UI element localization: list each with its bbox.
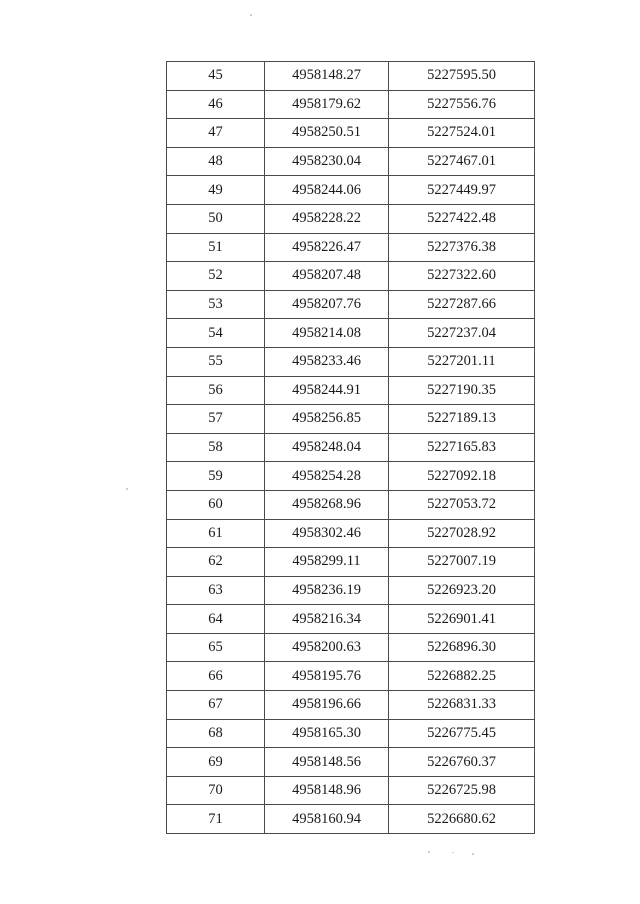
y-coordinate-cell: 5227467.01 (389, 147, 535, 176)
table-row (167, 233, 535, 262)
table-row (167, 90, 535, 119)
point-number-cell: 55 (167, 347, 265, 376)
x-coordinate-cell: 4958254.28 (265, 462, 389, 491)
point-number-cell: 59 (167, 462, 265, 491)
table-row (167, 548, 535, 577)
table-row (167, 319, 535, 348)
table-row (167, 462, 535, 491)
table-row (167, 576, 535, 605)
point-number-cell: 71 (167, 805, 265, 834)
point-number-cell: 61 (167, 519, 265, 548)
y-coordinate-cell: 5227376.38 (389, 233, 535, 262)
table-row (167, 290, 535, 319)
x-coordinate-cell: 4958165.30 (265, 719, 389, 748)
point-number-cell: 67 (167, 691, 265, 720)
table-row (167, 262, 535, 291)
table-row (167, 719, 535, 748)
x-coordinate-cell: 4958200.63 (265, 633, 389, 662)
y-coordinate-cell: 5227322.60 (389, 262, 535, 291)
x-coordinate-cell: 4958250.51 (265, 119, 389, 148)
y-coordinate-cell: 5226901.41 (389, 605, 535, 634)
point-number-cell: 57 (167, 405, 265, 434)
table-row (167, 490, 535, 519)
y-coordinate-cell: 5227189.13 (389, 405, 535, 434)
y-coordinate-cell: 5227190.35 (389, 376, 535, 405)
table-row (167, 691, 535, 720)
point-number-cell: 52 (167, 262, 265, 291)
table-row (167, 347, 535, 376)
x-coordinate-cell: 4958244.06 (265, 176, 389, 205)
x-coordinate-cell: 4958230.04 (265, 147, 389, 176)
x-coordinate-cell: 4958233.46 (265, 347, 389, 376)
y-coordinate-cell: 5227524.01 (389, 119, 535, 148)
y-coordinate-cell: 5226896.30 (389, 633, 535, 662)
scan-speck (126, 488, 128, 490)
table-row (167, 805, 535, 834)
table-row (167, 405, 535, 434)
point-number-cell: 69 (167, 748, 265, 777)
point-number-cell: 53 (167, 290, 265, 319)
y-coordinate-cell: 5227449.97 (389, 176, 535, 205)
point-number-cell: 46 (167, 90, 265, 119)
y-coordinate-cell: 5227595.50 (389, 62, 535, 91)
table-row (167, 376, 535, 405)
y-coordinate-cell: 5227422.48 (389, 204, 535, 233)
point-number-cell: 70 (167, 776, 265, 805)
y-coordinate-cell: 5227237.04 (389, 319, 535, 348)
table-row (167, 176, 535, 205)
point-number-cell: 64 (167, 605, 265, 634)
x-coordinate-cell: 4958214.08 (265, 319, 389, 348)
scan-speck (472, 853, 474, 855)
point-number-cell: 49 (167, 176, 265, 205)
y-coordinate-cell: 5226680.62 (389, 805, 535, 834)
table-row (167, 605, 535, 634)
x-coordinate-cell: 4958299.11 (265, 548, 389, 577)
point-number-cell: 51 (167, 233, 265, 262)
table-row (167, 776, 535, 805)
x-coordinate-cell: 4958256.85 (265, 405, 389, 434)
x-coordinate-cell: 4958216.34 (265, 605, 389, 634)
y-coordinate-cell: 5226725.98 (389, 776, 535, 805)
table-row (167, 748, 535, 777)
scan-speck (250, 14, 252, 16)
scan-speck (428, 851, 430, 853)
y-coordinate-cell: 5226831.33 (389, 691, 535, 720)
y-coordinate-cell: 5227556.76 (389, 90, 535, 119)
x-coordinate-cell: 4958148.27 (265, 62, 389, 91)
coordinates-table-body (167, 62, 535, 834)
table-row (167, 519, 535, 548)
x-coordinate-cell: 4958160.94 (265, 805, 389, 834)
x-coordinate-cell: 4958268.96 (265, 490, 389, 519)
y-coordinate-cell: 5226775.45 (389, 719, 535, 748)
scan-speck (452, 852, 454, 853)
x-coordinate-cell: 4958195.76 (265, 662, 389, 691)
x-coordinate-cell: 4958207.48 (265, 262, 389, 291)
x-coordinate-cell: 4958207.76 (265, 290, 389, 319)
y-coordinate-cell: 5227165.83 (389, 433, 535, 462)
x-coordinate-cell: 4958196.66 (265, 691, 389, 720)
table-row (167, 119, 535, 148)
point-number-cell: 47 (167, 119, 265, 148)
x-coordinate-cell: 4958148.56 (265, 748, 389, 777)
y-coordinate-cell: 5227028.92 (389, 519, 535, 548)
table-row (167, 147, 535, 176)
point-number-cell: 54 (167, 319, 265, 348)
table-row (167, 633, 535, 662)
point-number-cell: 56 (167, 376, 265, 405)
table-row (167, 433, 535, 462)
x-coordinate-cell: 4958248.04 (265, 433, 389, 462)
x-coordinate-cell: 4958148.96 (265, 776, 389, 805)
table-row (167, 204, 535, 233)
y-coordinate-cell: 5227092.18 (389, 462, 535, 491)
table-row (167, 62, 535, 91)
x-coordinate-cell: 4958179.62 (265, 90, 389, 119)
point-number-cell: 58 (167, 433, 265, 462)
y-coordinate-cell: 5227201.11 (389, 347, 535, 376)
point-number-cell: 68 (167, 719, 265, 748)
point-number-cell: 62 (167, 548, 265, 577)
point-number-cell: 66 (167, 662, 265, 691)
table-row (167, 662, 535, 691)
point-number-cell: 65 (167, 633, 265, 662)
coordinates-table (166, 61, 535, 834)
y-coordinate-cell: 5226760.37 (389, 748, 535, 777)
point-number-cell: 48 (167, 147, 265, 176)
point-number-cell: 60 (167, 490, 265, 519)
x-coordinate-cell: 4958302.46 (265, 519, 389, 548)
point-number-cell: 45 (167, 62, 265, 91)
y-coordinate-cell: 5226923.20 (389, 576, 535, 605)
x-coordinate-cell: 4958236.19 (265, 576, 389, 605)
point-number-cell: 50 (167, 204, 265, 233)
y-coordinate-cell: 5227287.66 (389, 290, 535, 319)
y-coordinate-cell: 5227007.19 (389, 548, 535, 577)
point-number-cell: 63 (167, 576, 265, 605)
x-coordinate-cell: 4958228.22 (265, 204, 389, 233)
y-coordinate-cell: 5226882.25 (389, 662, 535, 691)
y-coordinate-cell: 5227053.72 (389, 490, 535, 519)
x-coordinate-cell: 4958244.91 (265, 376, 389, 405)
x-coordinate-cell: 4958226.47 (265, 233, 389, 262)
